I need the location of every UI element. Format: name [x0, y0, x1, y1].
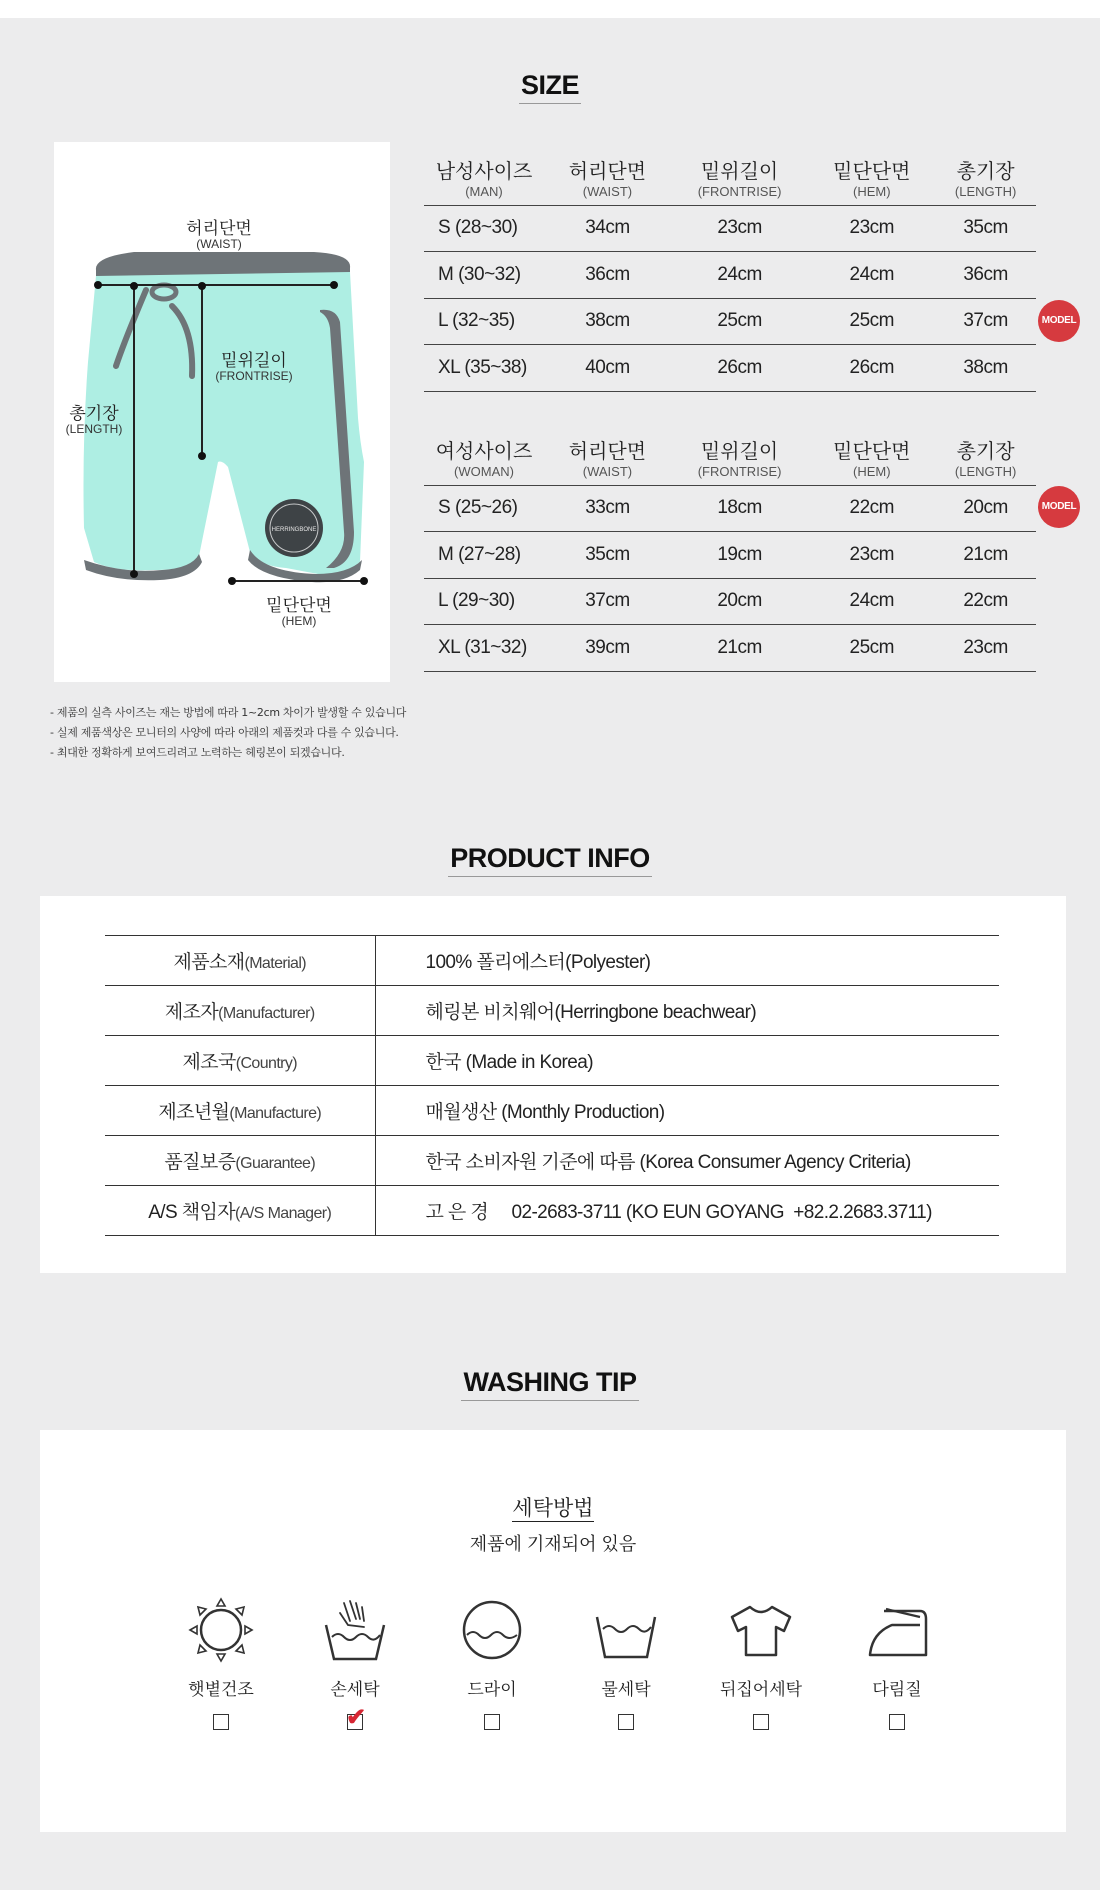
table-row [424, 205, 1036, 252]
women-size-header-row [424, 432, 1036, 485]
table-row [424, 578, 1036, 625]
women-header-frontrise: 밑위길이 (FRONTRISE) [671, 432, 809, 485]
length-annotation: 총기장 (LENGTH) [65, 404, 123, 436]
table-row [424, 298, 1036, 345]
wash-label: 다림질 [872, 1680, 922, 1699]
table-cell: 한국 소비자원 기준에 따름 (Korea Consumer Agency Criteria) [375, 1136, 999, 1186]
table-cell: 헤링본 비치웨어(Herringbone beachwear) [375, 986, 999, 1036]
men-size-table [424, 152, 1036, 392]
table-row [424, 485, 1036, 532]
table-cell: 제조국(Country) [105, 1036, 375, 1086]
table-cell: 100% 폴리에스터(Polyester) [375, 936, 999, 986]
table-cell: 38cm [935, 345, 1036, 392]
men-size-header-row [424, 152, 1036, 205]
size-notes [50, 703, 406, 763]
table-row [105, 1036, 999, 1086]
wash-item-hand-wash [295, 1595, 415, 1730]
table-row [105, 1186, 999, 1236]
wash-label: 드라이 [467, 1680, 517, 1699]
women-header-hem: 밑단단면 (HEM) [808, 432, 935, 485]
wash-label: 손세탁 [330, 1680, 380, 1699]
table-cell: 36cm [935, 252, 1036, 299]
table-cell: 36cm [544, 252, 671, 299]
washing-panel [40, 1430, 1066, 1832]
table-cell: 23cm [808, 532, 935, 579]
model-badge-women: MODEL [1038, 486, 1080, 528]
table-cell: 37cm [544, 578, 671, 625]
table-cell: 21cm [935, 532, 1036, 579]
hem-annotation: 밑단단면 (HEM) [266, 596, 332, 628]
table-cell: 35cm [544, 532, 671, 579]
note-line: - 최대한 정확하게 보여드리려고 노력하는 헤링본이 되겠습니다. [50, 746, 345, 759]
sun-dry-icon [186, 1595, 256, 1665]
table-cell: 24cm [808, 252, 935, 299]
table-cell: 35cm [935, 205, 1036, 252]
iron-icon [862, 1595, 932, 1665]
women-header-length: 총기장 (LENGTH) [935, 432, 1036, 485]
women-header-size: 여성사이즈 (WOMAN) [424, 432, 544, 485]
dry-clean-icon [457, 1595, 527, 1665]
table-row [105, 1086, 999, 1136]
table-cell: 40cm [544, 345, 671, 392]
dry-clean-checkbox[interactable] [484, 1714, 500, 1730]
wash-item-inside-out-wash [701, 1595, 821, 1730]
wash-label: 햇볕건조 [188, 1680, 254, 1699]
men-header-waist: 허리단면 (WAIST) [544, 152, 671, 205]
water-wash-icon [591, 1595, 661, 1665]
size-diagram [54, 142, 390, 682]
table-cell: XL (31~32) [424, 625, 544, 672]
table-cell: 26cm [671, 345, 809, 392]
men-header-frontrise: 밑위길이 (FRONTRISE) [671, 152, 809, 205]
table-cell: 25cm [808, 625, 935, 672]
product-info-table [105, 935, 999, 1236]
table-cell: A/S 책임자(A/S Manager) [105, 1186, 375, 1236]
table-row [424, 625, 1036, 672]
washing-tip-title: WASHING TIP [0, 1367, 1100, 1401]
table-cell: 23cm [935, 625, 1036, 672]
table-row [105, 986, 999, 1036]
table-cell: 20cm [935, 485, 1036, 532]
table-cell: 매월생산 (Monthly Production) [375, 1086, 999, 1136]
table-cell: 18cm [671, 485, 809, 532]
men-header-size: 남성사이즈 (MAN) [424, 152, 544, 205]
top-bar [0, 0, 1100, 18]
hand-wash-icon [320, 1595, 390, 1665]
table-row [424, 345, 1036, 392]
table-cell: 25cm [808, 298, 935, 345]
table-row [105, 1136, 999, 1186]
table-cell: 34cm [544, 205, 671, 252]
table-cell: 22cm [808, 485, 935, 532]
table-row [424, 532, 1036, 579]
table-cell: 38cm [544, 298, 671, 345]
table-cell: 제조자(Manufacturer) [105, 986, 375, 1036]
table-cell: 20cm [671, 578, 809, 625]
table-cell: L (29~30) [424, 578, 544, 625]
women-size-table [424, 432, 1036, 672]
men-header-hem: 밑단단면 (HEM) [808, 152, 935, 205]
wash-label: 물세탁 [601, 1680, 651, 1699]
product-info-panel [40, 896, 1066, 1273]
wash-item-water-wash [566, 1595, 686, 1730]
table-cell: 24cm [808, 578, 935, 625]
table-row [105, 936, 999, 986]
table-cell: 23cm [808, 205, 935, 252]
iron-checkbox[interactable] [889, 1714, 905, 1730]
patch-logo-text: HERRINGBONE [271, 527, 317, 533]
table-cell: XL (35~38) [424, 345, 544, 392]
wash-label: 뒤집어세탁 [719, 1680, 803, 1699]
table-cell: 21cm [671, 625, 809, 672]
washing-heading: 세탁방법 [512, 1497, 594, 1520]
table-cell: 19cm [671, 532, 809, 579]
table-cell: 33cm [544, 485, 671, 532]
table-cell: 한국 (Made in Korea) [375, 1036, 999, 1086]
table-cell: S (28~30) [424, 205, 544, 252]
table-cell: S (25~26) [424, 485, 544, 532]
table-cell: 37cm [935, 298, 1036, 345]
wash-item-iron [837, 1595, 957, 1730]
table-cell: 제품소재(Material) [105, 936, 375, 986]
table-cell: M (27~28) [424, 532, 544, 579]
waist-annotation: 허리단면 (WAIST) [186, 219, 252, 251]
size-section-title: SIZE [0, 70, 1100, 104]
inside-out-wash-checkbox[interactable] [753, 1714, 769, 1730]
men-header-length: 총기장 (LENGTH) [935, 152, 1036, 205]
check-icon: ✔ [346, 1704, 367, 1731]
frontrise-annotation: 밑위길이 (FRONTRISE) [215, 351, 293, 383]
table-cell: 품질보증(Guarantee) [105, 1136, 375, 1186]
water-wash-checkbox[interactable] [618, 1714, 634, 1730]
note-line: - 제품의 실측 사이즈는 재는 방법에 따라 1~2cm 차이가 발생할 수 있습니다 [50, 706, 407, 719]
table-cell: L (32~35) [424, 298, 544, 345]
women-header-waist: 허리단면 (WAIST) [544, 432, 671, 485]
inside-out-wash-icon [726, 1595, 796, 1665]
table-cell: 22cm [935, 578, 1036, 625]
model-badge-men: MODEL [1038, 300, 1080, 342]
washing-subheading: 제품에 기재되어 있음 [469, 1534, 637, 1554]
sun-dry-checkbox[interactable] [213, 1714, 229, 1730]
table-cell: 제조년월(Manufacture) [105, 1086, 375, 1136]
table-cell: 고 은 경 02-2683-3711 (KO EUN GOYANG +82.2.2683.3711) [375, 1186, 999, 1236]
table-cell: 24cm [671, 252, 809, 299]
wash-item-sun-dry [161, 1595, 281, 1730]
table-cell: 25cm [671, 298, 809, 345]
table-cell: 23cm [671, 205, 809, 252]
table-cell: M (30~32) [424, 252, 544, 299]
table-cell: 26cm [808, 345, 935, 392]
hand-wash-checkbox[interactable] [346, 1704, 367, 1731]
table-row [424, 252, 1036, 299]
note-line: - 실제 제품색상은 모니터의 사양에 따라 아래의 제품컷과 다를 수 있습니다. [50, 726, 399, 739]
table-cell: 39cm [544, 625, 671, 672]
product-info-title: PRODUCT INFO [0, 843, 1100, 877]
wash-item-dry-clean [432, 1595, 552, 1730]
